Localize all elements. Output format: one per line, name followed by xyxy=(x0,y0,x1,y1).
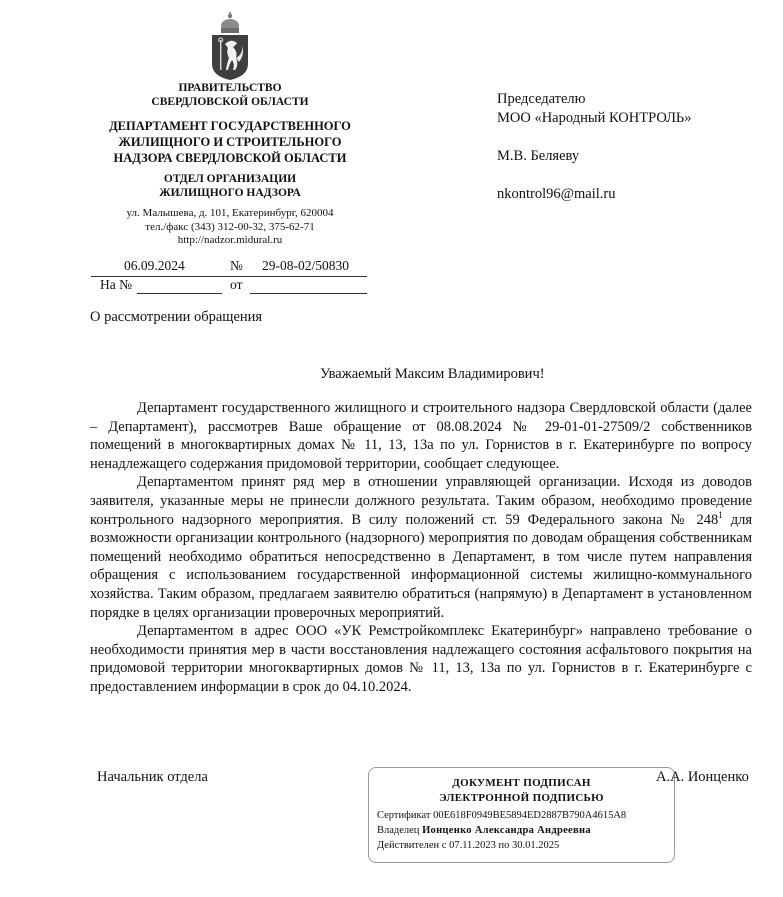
phone: тел./факс (343) 312-00-32, 375-62-71 xyxy=(145,220,315,233)
recipient-organization: МОО «Народный КОНТРОЛЬ» xyxy=(497,110,692,126)
footnote-marker: 1 xyxy=(718,509,723,520)
address: ул. Малышева, д. 101, Екатеринбург, 620004 xyxy=(126,207,334,219)
e-signature-stamp xyxy=(368,767,675,863)
registration-underline xyxy=(91,276,367,277)
signer-name: А.А. Ионценко xyxy=(656,769,749,785)
recipient-email[interactable]: nkontrol96@mail.ru xyxy=(497,186,616,202)
paragraph-2: Департаментом принят ряд мер в отношении управляющей организации. Исходя из доводов заявителя, указанные меры не принесли должного результата. Таким образом, необходимо проведение контрольного надзорного мероприятия. В силу положений ст. 59 Федерального закона № $248^1$ для возможности организации контрольного (надзорного) мероприятия по доводам обращения собственникам помещений необходимо обратиться непосредственно в Департамент, в том числе путем направления обращения с использованием государственной информационной системы жилищно-коммунального хозяйства. Таким образом, предлагаем заявителю обратиться (напрямую) в Департамент в установленном порядке в целях организации проверочных мероприятий. xyxy=(90,474,752,621)
website-link[interactable]: http://nadzor.midural.ru xyxy=(177,234,283,246)
recipient-block xyxy=(497,90,691,204)
department-name: ДЕПАРТАМЕНТ ГОСУДАРСТВЕННОГО ЖИЛИЩНОГО И СТРОИТЕЛЬНОГО НАДЗОРА СВЕРДЛОВСКОЙ ОБЛАСТИ xyxy=(109,119,351,165)
division-name: ОТДЕЛ ОРГАНИЗАЦИИ ЖИЛИЩНОГО НАДЗОРА xyxy=(159,173,301,199)
paragraph-1: Департамент государственного жилищного и строительного надзора Свердловской области (далее – Департамент), рассмотрев Ваше обращение от 08.08.2024 № 29-01-01-27509/2 собственников помещений в многоквартирных домах № 11, 13, 13а по ул. Горнистов в г. Екатеринбурге по вопросу ненадлежащего содержания придомовой территории, сообщает следующее. xyxy=(90,400,752,472)
stamp-certificate: Сертификат 00E618F0949BE5894ED2887B790A4615A8 xyxy=(377,810,627,821)
stamp-title: ДОКУМЕНТ ПОДПИСАН ЭЛЕКТРОННОЙ ПОДПИСЬЮ xyxy=(439,777,604,804)
registration-number-label: № xyxy=(230,258,243,273)
recipient-position: Председателю xyxy=(497,91,586,107)
greeting: Уважаемый Максим Владимирович! xyxy=(320,366,545,382)
from-label: от xyxy=(230,277,243,292)
registration-number: 29-08-02/50830 xyxy=(262,258,349,273)
recipient-name: М.В. Беляеву xyxy=(497,148,580,164)
government-name: ПРАВИТЕЛЬСТВО СВЕРДЛОВСКОЙ ОБЛАСТИ xyxy=(151,82,309,108)
from-date-underline xyxy=(250,293,367,294)
registration-date: 06.09.2024 xyxy=(124,258,185,273)
reference-label: На № xyxy=(100,277,132,292)
coat-of-arms-icon xyxy=(209,10,251,82)
letter-subject: О рассмотрении обращения xyxy=(90,309,263,325)
contact-block xyxy=(80,207,380,248)
reference-number-underline xyxy=(137,293,222,294)
letter-body xyxy=(90,399,752,697)
signer-position: Начальник отдела xyxy=(97,769,208,785)
paragraph-3: Департаментом в адрес ООО «УК Ремстройкомплекс Екатеринбург» направлено требование о необходимости принятия мер в части восстановления надлежащего состояния асфальтового покрытия на придомовой территории многоквартирных домов № 11, 13, 13а по ул. Горнистов в г. Екатеринбурге с предоставлением информации в срок до 04.10.2024. xyxy=(90,623,752,695)
stamp-validity: Действителен с 07.11.2023 по 30.01.2025 xyxy=(377,840,560,851)
stamp-owner: Владелец Ионценко Александра Андреевна xyxy=(377,825,591,836)
